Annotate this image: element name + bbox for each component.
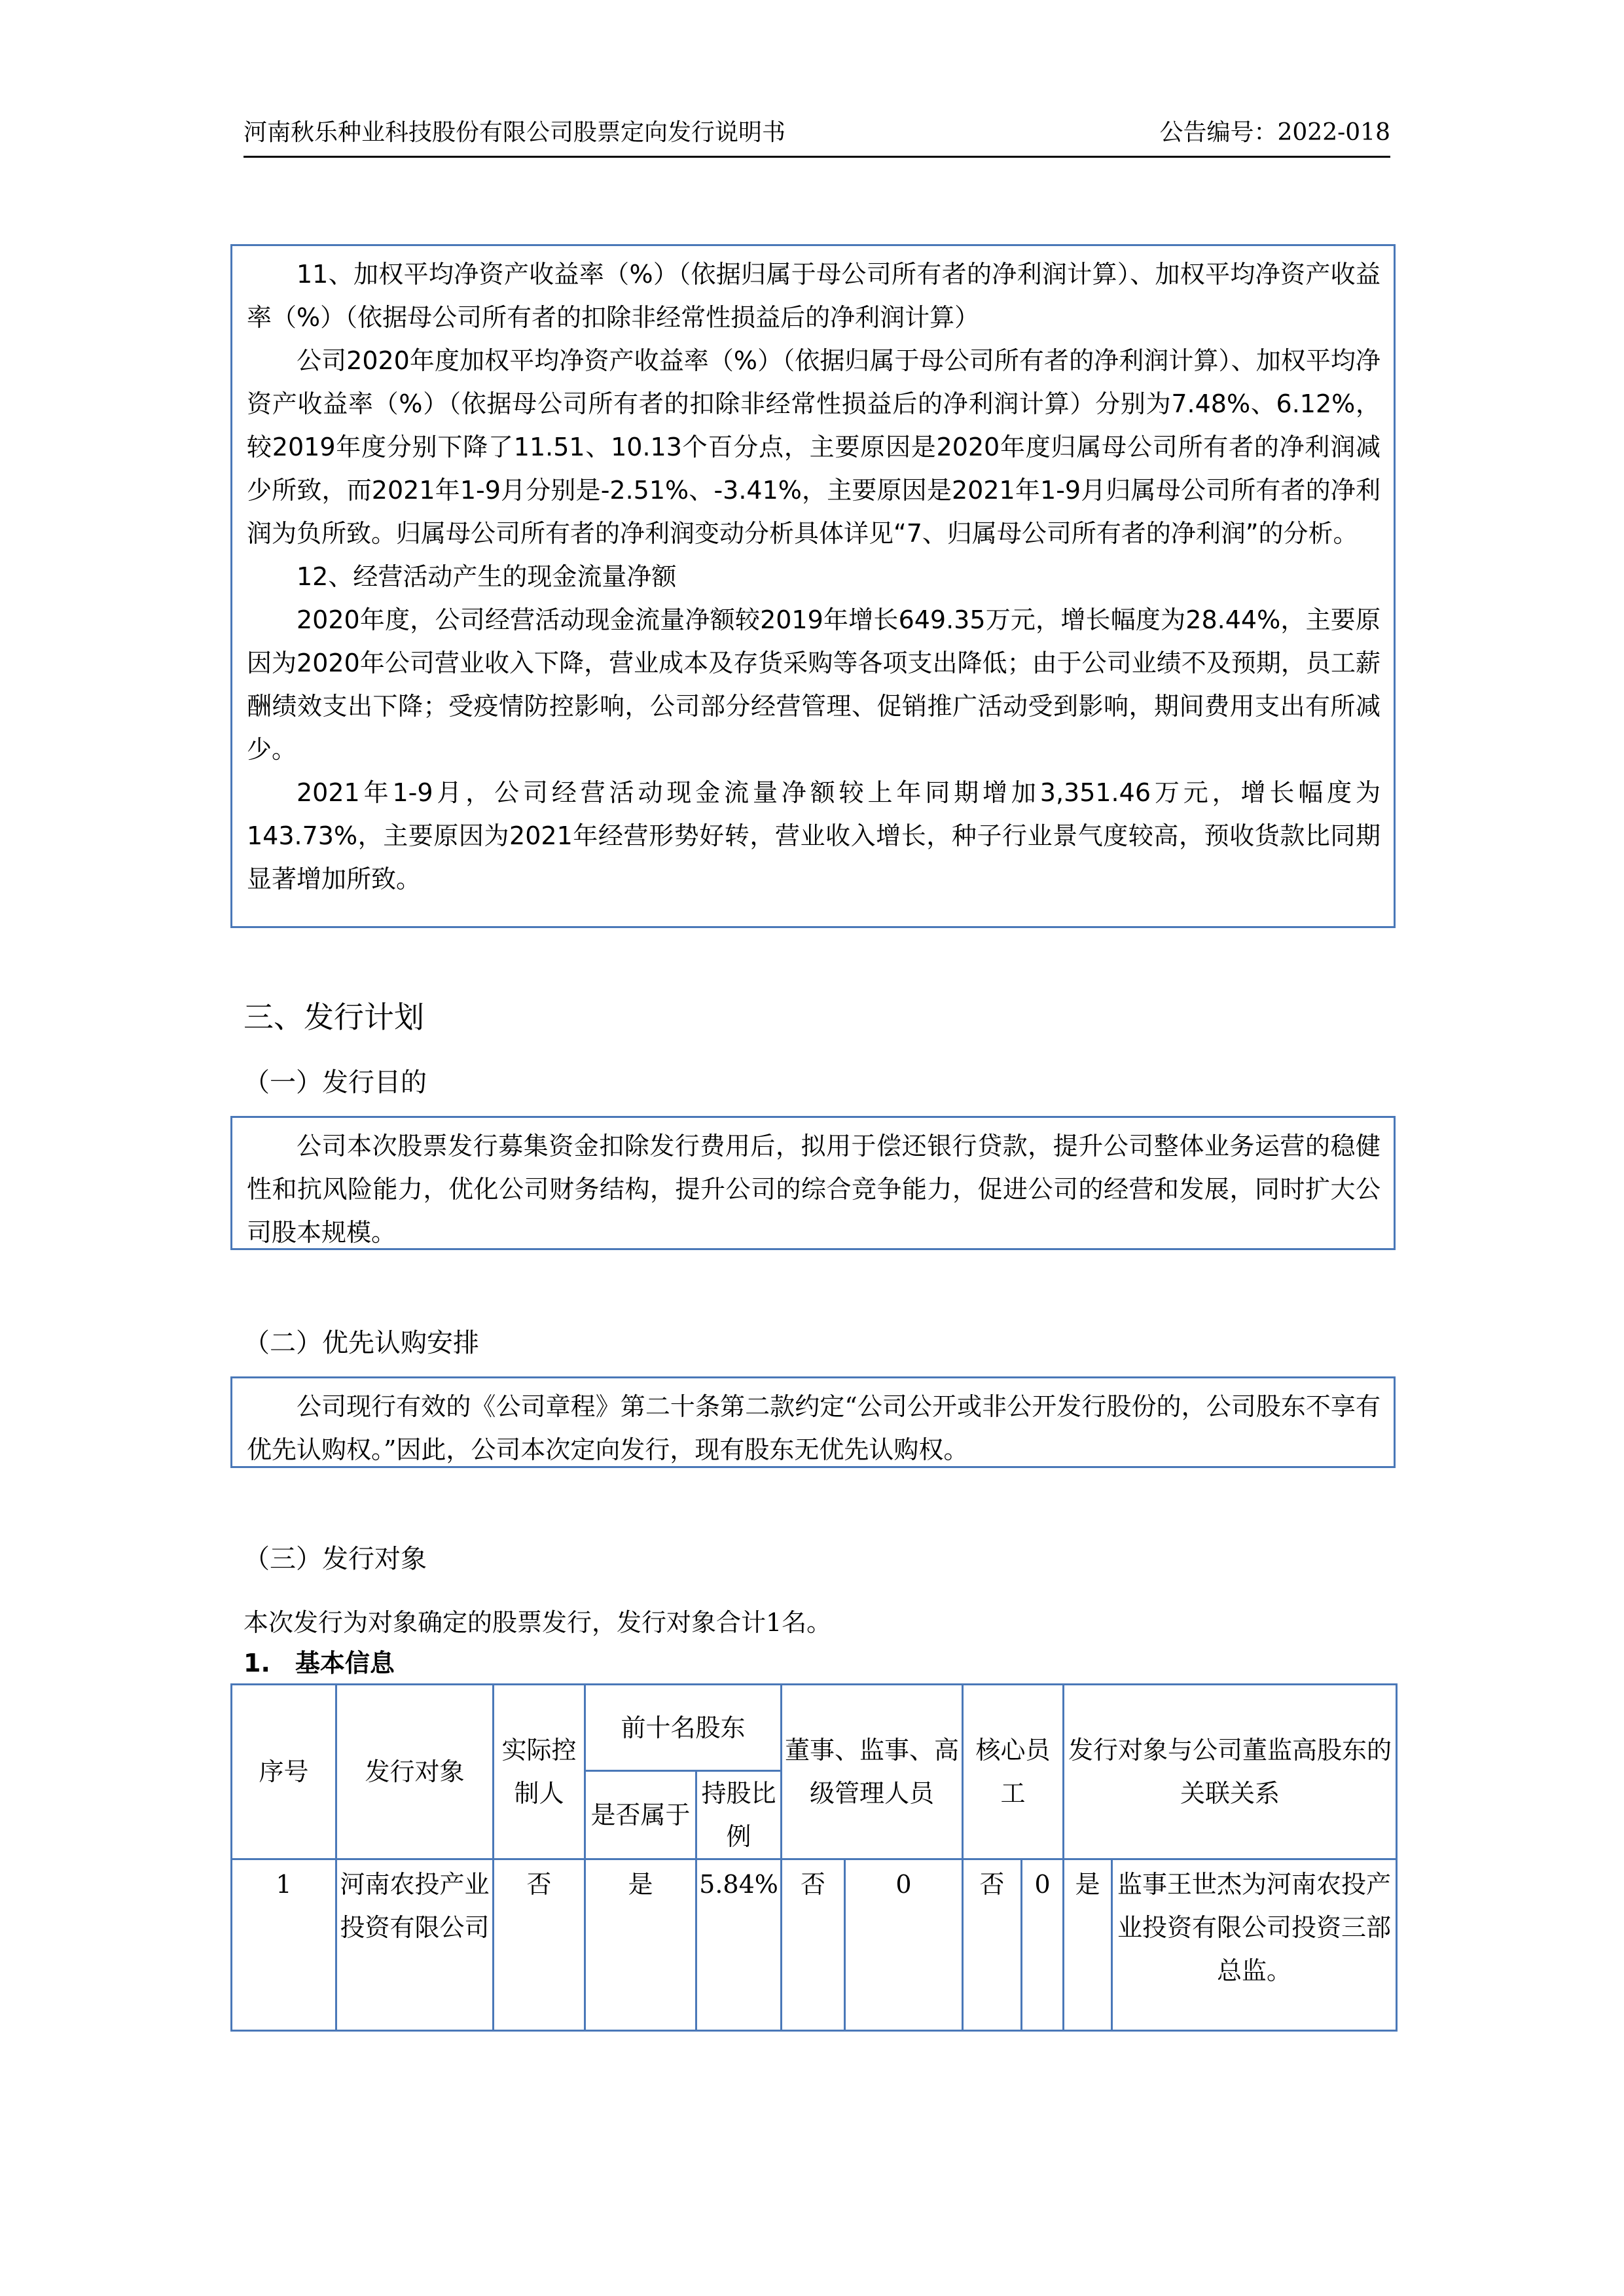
basic-info-title: 1. 基本信息 — [244, 1649, 395, 1677]
notice-number: 公告编号：2022-018 — [1159, 119, 1390, 146]
paragraph-roe-heading: 11、加权平均净资产收益率（%）（依据归属于母公司所有者的净利润计算）、加权平均净资产收益率（%）（依据母公司所有者的扣除非经常性损益后的净利润计算） — [247, 260, 1380, 332]
purpose-box — [230, 1116, 1396, 1250]
paragraph-cashflow-2020: 2020年度，公司经营活动现金流量净额较2019年增长649.35万元，增长幅度为28.44%，主要原因为2020年公司营业收入下降，营业成本及存货采购等各项支出降低；由于公司业绩不及预期，员工薪酬绩效支出下降；受疫情防控影响，公司部分经营管理、促销推广活动受到影响，期间费用支出有所减少。 — [247, 605, 1380, 764]
header-relation: 发行对象与公司董监高股东的关联关系 — [1064, 1685, 1397, 1859]
subsection-purpose-title: （一）发行目的 — [244, 1067, 427, 1098]
priority-box — [230, 1376, 1396, 1468]
cell-core-ratio: 0 — [1022, 1859, 1064, 2031]
header-seq: 序号 — [232, 1685, 336, 1859]
purpose-text: 公司本次股票发行募集资金扣除发行费用后，拟用于偿还银行贷款，提升公司整体业务运营的稳健性和抗风险能力，优化公司财务结构，提升公司的综合竞争能力，促进公司的经营和发展，同时扩大公司股本规模。 — [247, 1132, 1380, 1247]
cell-director-ratio: 0 — [845, 1859, 963, 2031]
paragraph-cashflow-heading: 12、经营活动产生的现金流量净额 — [297, 562, 677, 591]
cell-controller: 否 — [494, 1859, 585, 2031]
table-row — [232, 1859, 1397, 2031]
cell-seq: 1 — [232, 1859, 336, 2031]
cell-top10-ratio: 5.84% — [696, 1859, 782, 2031]
section-title: 三、发行计划 — [244, 999, 424, 1035]
cell-relation-is: 是 — [1064, 1859, 1112, 2031]
cell-target: 河南农投产业投资有限公司 — [336, 1859, 494, 2031]
priority-text: 公司现行有效的《公司章程》第二十条第二款约定“公司公开或非公开发行股份的，公司股东不享有优先认购权。”因此，公司本次定向发行，现有股东无优先认购权。 — [247, 1392, 1380, 1464]
header-top10: 前十名股东 — [585, 1685, 782, 1771]
financial-analysis-box — [230, 244, 1396, 928]
paragraph-roe-analysis: 公司2020年度加权平均净资产收益率（%）（依据归属于母公司所有者的净利润计算）、加权平均净资产收益率（%）（依据母公司所有者的扣除非经常性损益后的净利润计算）分别为7.48%、6.12%，较2019年度分别下降了11.51、10.13个百分点，主要原因是2020年度归属母公司所有者的净利润减少所致，而2021年1-9月分别是-2.51%、-3.41%，主要原因是2021年1-9月归属母公司所有者的净利润为负所致。归属母公司所有者的净利润变动分析具体详见“7、归属母公司所有者的净利润”的分析。 — [247, 346, 1380, 548]
subsection-priority-title: （二）优先认购安排 — [244, 1328, 479, 1358]
subsection-target-title: （三）发行对象 — [244, 1544, 427, 1574]
cell-relation-text: 监事王世杰为河南农投产业投资有限公司投资三部总监。 — [1112, 1859, 1397, 2031]
cell-top10-is: 是 — [585, 1859, 696, 2031]
header-core: 核心员工 — [963, 1685, 1064, 1859]
cell-core-is: 否 — [963, 1859, 1022, 2031]
paragraph-cashflow-2021: 2021年1-9月，公司经营活动现金流量净额较上年同期增加3,351.46万元，增长幅度为143.73%，主要原因为2021年经营形势好转，营业收入增长，种子行业景气度较高，预收货款比同期显著增加所致。 — [247, 778, 1380, 893]
target-text: 本次发行为对象确定的股票发行，发行对象合计1名。 — [244, 1608, 832, 1637]
document-title: 河南秋乐种业科技股份有限公司股票定向发行说明书 — [244, 119, 786, 146]
header-target: 发行对象 — [336, 1685, 494, 1859]
header-controller: 实际控制人 — [494, 1685, 585, 1859]
issuance-target-table — [230, 1683, 1398, 2032]
page-header — [244, 110, 1390, 158]
header-top10-ratio: 持股比例 — [696, 1771, 782, 1859]
cell-director-is: 否 — [782, 1859, 845, 2031]
header-director: 董事、监事、高级管理人员 — [782, 1685, 963, 1859]
header-top10-is: 是否属于 — [585, 1771, 696, 1859]
